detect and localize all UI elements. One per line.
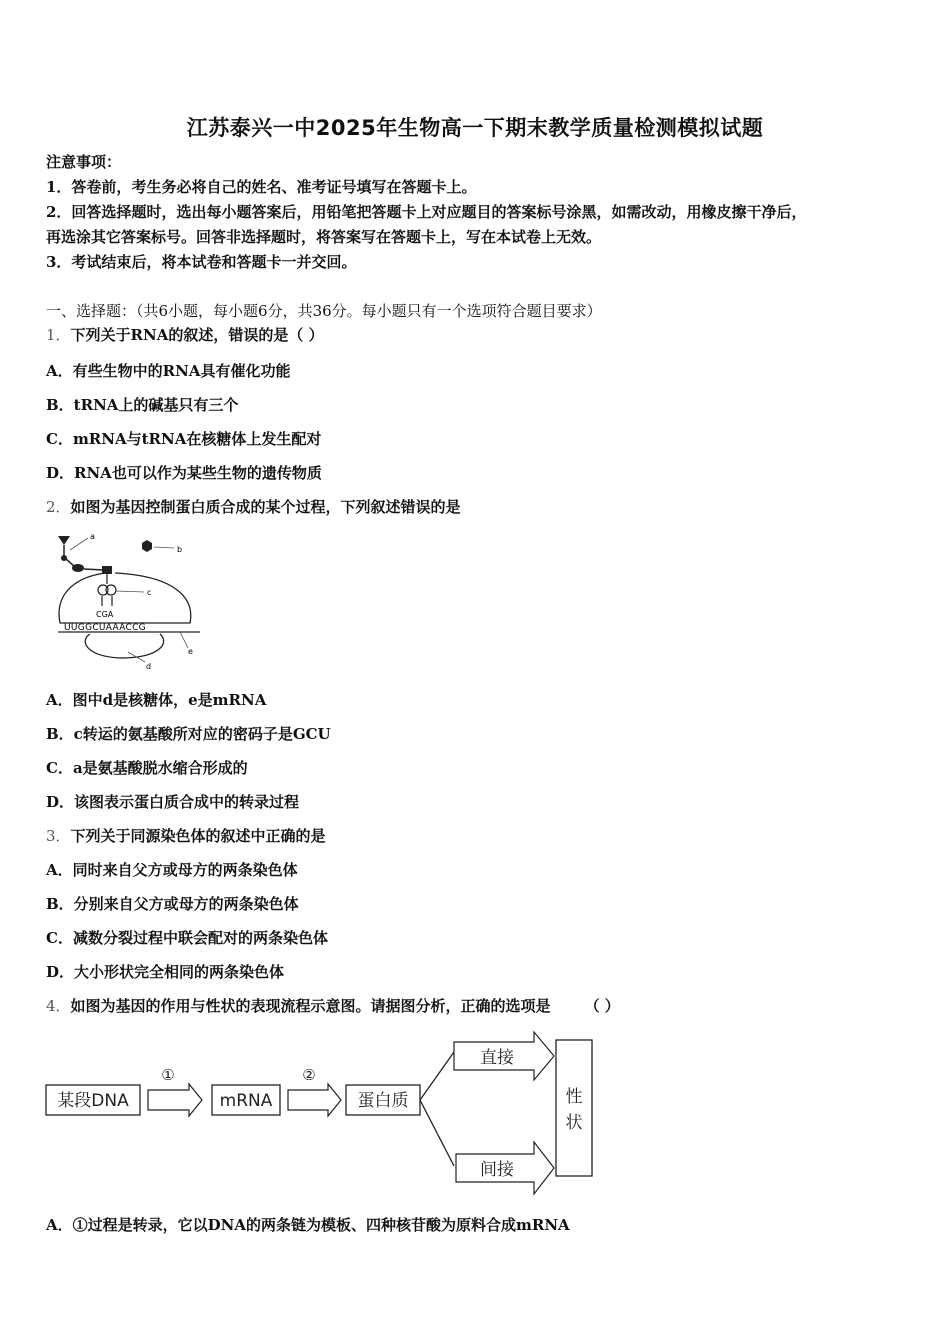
q3-option-b: B．分别来自父方或母方的两条染色体 <box>46 895 299 913</box>
trait-char-2: 状 <box>565 1113 583 1133</box>
q1-option-d: D．RNA也可以作为某些生物的遗传物质 <box>46 464 322 482</box>
q2-option-d: D．该图表示蛋白质合成中的转录过程 <box>46 793 300 811</box>
step-2-label: ② <box>302 1066 316 1084</box>
label-c: c <box>147 588 152 597</box>
q3-stem <box>46 826 326 846</box>
q3-option-a: A．同时来自父方或母方的两条染色体 <box>46 861 298 879</box>
q4-stem <box>46 996 620 1016</box>
label-d: d <box>146 662 152 671</box>
amino-acid-low <box>72 564 84 572</box>
q2-option-c: C．a是氨基酸脱水缩合形成的 <box>46 759 248 777</box>
q1-stem-text: 下列关于RNA的叙述，错误的是（ ） <box>70 326 324 344</box>
indirect-label: 间接 <box>480 1160 514 1180</box>
q3-option-d: D．大小形状完全相同的两条染色体 <box>46 963 285 981</box>
notice-heading: 注意事项： <box>46 153 122 171</box>
q3-stem-text: 下列关于同源染色体的叙述中正确的是 <box>70 827 326 845</box>
ribosome-large-subunit <box>59 573 191 623</box>
label-b: b <box>177 545 183 554</box>
q3-option-c: C．减数分裂过程中联会配对的两条染色体 <box>46 929 328 947</box>
q3-number: 3． <box>46 827 71 845</box>
gene-flow-diagram <box>44 1030 604 1202</box>
translation-diagram <box>50 528 210 673</box>
q4-option-a: A．①过程是转录，它以DNA的两条链为模板、四种核苷酸为原料合成mRNA <box>46 1216 570 1234</box>
q4-stem-text: 如图为基因的作用与性状的表现流程示意图。请据图分析，正确的选项是 <box>70 997 551 1015</box>
box-mrna-label: mRNA <box>219 1091 273 1111</box>
q1-number: 1． <box>46 326 71 344</box>
amino-acid-top <box>58 536 70 545</box>
notice-item-1: 1．答卷前，考生务必将自己的姓名、准考证号填写在答题卡上。 <box>46 178 477 196</box>
amino-acid-b <box>142 540 152 552</box>
arrow-step-2 <box>288 1084 341 1116</box>
q2-number: 2． <box>46 498 71 516</box>
q1-option-c: C．mRNA与tRNA在核糖体上发生配对 <box>46 430 322 448</box>
anticodon-label: CGA <box>96 610 114 619</box>
box-trait <box>556 1040 592 1176</box>
q2-option-b: B．c转运的氨基酸所对应的密码子是GCU <box>46 725 331 743</box>
trna-amino-acid <box>102 566 112 574</box>
q2-stem <box>46 497 461 517</box>
q2-stem-text: 如图为基因控制蛋白质合成的某个过程，下列叙述错误的是 <box>70 498 461 516</box>
mrna-sequence: UUGGCUAAACCG <box>64 623 146 633</box>
label-e: e <box>188 647 193 656</box>
q1-option-a: A．有些生物中的RNA具有催化功能 <box>46 362 291 380</box>
amino-acid-mid <box>61 555 67 561</box>
label-a: a <box>90 532 95 541</box>
box-protein-label: 蛋白质 <box>357 1091 409 1111</box>
notice-item-3: 3．考试结束后，将本试卷和答题卡一并交回。 <box>46 253 357 271</box>
q4-number: 4． <box>46 997 71 1015</box>
notice-item-2-cont: 再选涂其它答案标号。回答非选择题时，将答案写在答题卡上，写在本试卷上无效。 <box>46 228 602 246</box>
page-title: 江苏泰兴一中2025年生物高一下期末教学质量检测模拟试题 <box>186 116 764 140</box>
q1-option-b: B．tRNA上的碱基只有三个 <box>46 396 239 414</box>
trait-char-1: 性 <box>565 1087 583 1107</box>
direct-label: 直接 <box>480 1048 514 1068</box>
q2-option-a: A．图中d是核糖体，e是mRNA <box>46 691 267 709</box>
q1-stem <box>46 325 324 345</box>
step-1-label: ① <box>161 1066 175 1084</box>
ribosome-small-subunit <box>85 634 163 658</box>
box-dna-label: 某段DNA <box>57 1091 129 1111</box>
arrow-step-1 <box>148 1084 202 1116</box>
q4-paren: （ ） <box>584 997 620 1015</box>
notice-item-2: 2．回答选择题时，选出每小题答案后，用铅笔把答题卡上对应题目的答案标号涂黑，如需改动，用橡皮擦干净后， <box>46 203 807 221</box>
section-heading: 一、选择题：（共6小题，每小题6分，共36分。每小题只有一个选项符合题目要求） <box>46 302 602 320</box>
